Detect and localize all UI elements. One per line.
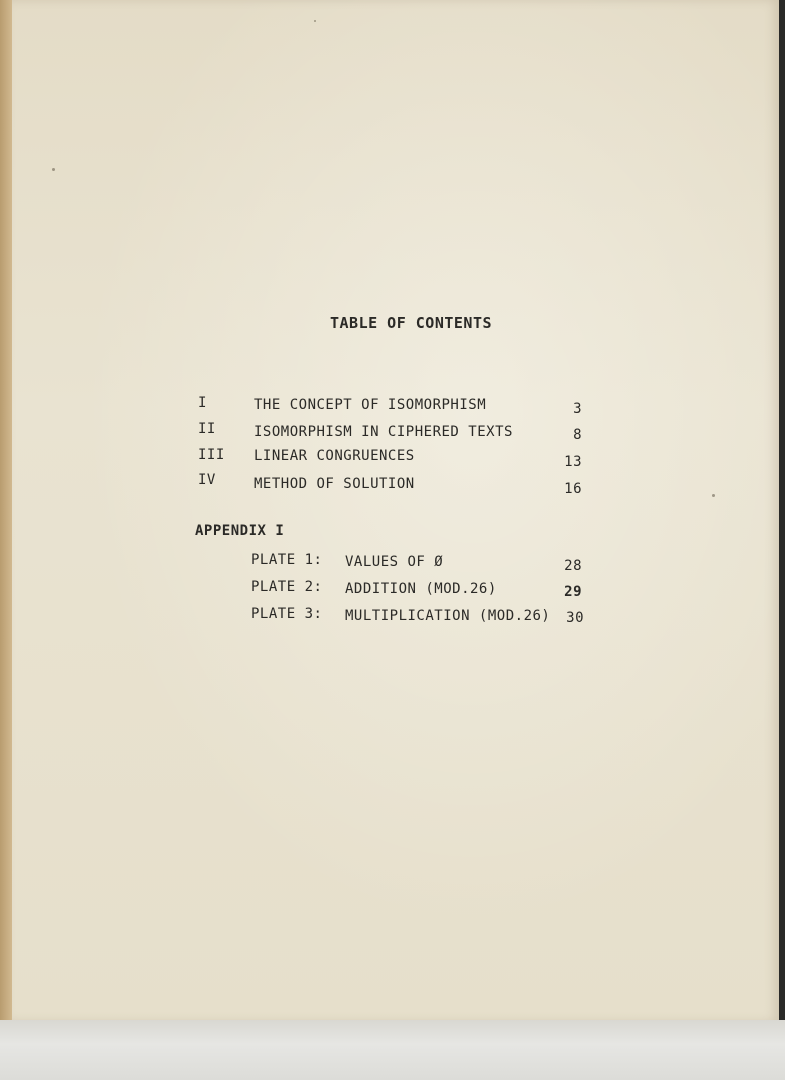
chapter-numeral: III xyxy=(198,447,225,463)
plate-page: 29 xyxy=(564,584,582,600)
paper-speck xyxy=(52,168,55,171)
scanner-bed xyxy=(0,1020,785,1080)
chapter-title: METHOD OF SOLUTION xyxy=(254,476,415,492)
chapter-page: 16 xyxy=(564,481,582,497)
plate-title: VALUES OF Ø xyxy=(345,554,444,570)
appendix-heading: APPENDIX I xyxy=(195,523,285,539)
plate-number: PLATE 3: xyxy=(251,606,323,622)
chapter-title: THE CONCEPT OF ISOMORPHISM xyxy=(254,397,487,413)
chapter-numeral: II xyxy=(198,421,216,437)
plate-title: MULTIPLICATION (MOD.26) xyxy=(345,608,551,624)
plate-number: PLATE 2: xyxy=(251,579,323,595)
plate-number: PLATE 1: xyxy=(251,552,323,568)
plate-title: ADDITION (MOD.26) xyxy=(345,581,497,597)
scanner-edge xyxy=(779,0,785,1020)
chapter-page: 3 xyxy=(573,401,582,417)
chapter-title: LINEAR CONGRUENCES xyxy=(254,448,415,464)
chapter-page: 13 xyxy=(564,454,582,470)
paper-sheet xyxy=(12,0,780,1022)
chapter-title: ISOMORPHISM IN CIPHERED TEXTS xyxy=(254,424,513,440)
toc-title: TABLE OF CONTENTS xyxy=(330,314,493,332)
plate-page: 30 xyxy=(566,610,584,626)
paper-speck xyxy=(712,494,715,497)
chapter-numeral: IV xyxy=(198,472,216,488)
chapter-numeral: I xyxy=(198,395,207,411)
paper-speck xyxy=(314,20,316,22)
chapter-page: 8 xyxy=(573,427,582,443)
plate-page: 28 xyxy=(564,558,582,574)
